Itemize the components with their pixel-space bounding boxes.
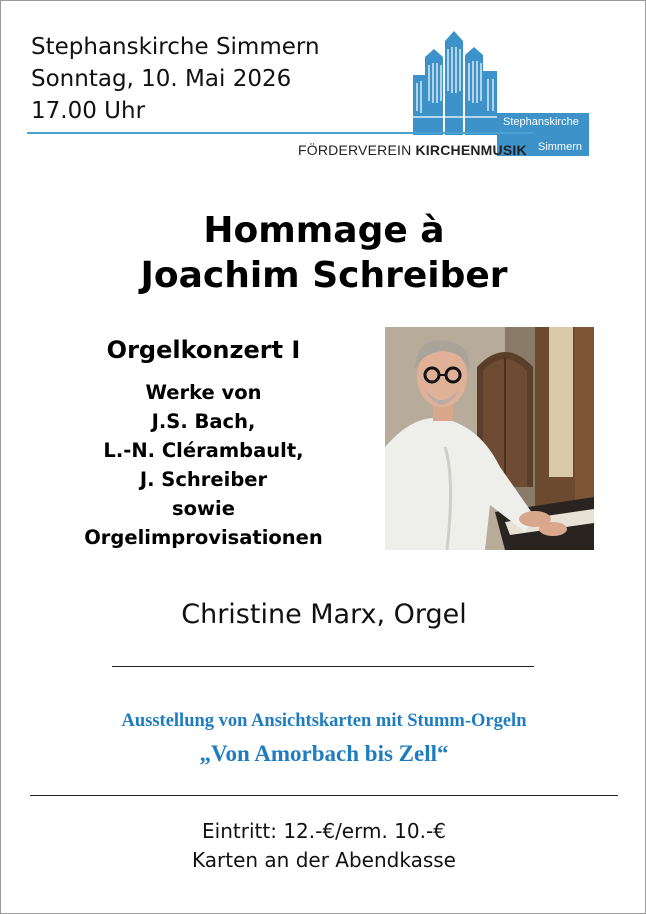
performer-name: Christine Marx, Orgel: [181, 599, 467, 630]
footer-divider: [30, 795, 618, 796]
exhibition-line-1: Ausstellung von Ansichtskarten mit Stumm-Orgeln: [121, 711, 527, 731]
section-divider: [112, 666, 534, 667]
title-line-2: Joachim Schreiber: [140, 255, 508, 296]
program-works: [1, 378, 406, 552]
organ-icon: [411, 31, 501, 139]
foerderverein-label: [298, 142, 527, 158]
event-time: 17.00 Uhr: [31, 98, 146, 124]
concert-subtitle: Orgelkonzert I: [106, 336, 301, 364]
works-line: sowie: [172, 497, 235, 520]
admission-info: [1, 817, 646, 875]
event-header: [31, 31, 320, 127]
works-line: J. Schreiber: [139, 468, 268, 491]
logo-label-line1: Stephanskirche: [503, 116, 579, 128]
admission-tickets: Karten an der Abendkasse: [192, 848, 456, 872]
works-line: Orgelimprovisationen: [84, 526, 323, 549]
title-line-1: Hommage à: [203, 210, 445, 251]
church-name: Stephanskirche Simmern: [31, 34, 320, 60]
exhibition-line-2: „Von Amorbach bis Zell“: [199, 741, 449, 766]
works-line: Werke von: [145, 381, 262, 404]
foerder-bold: KIRCHENMUSIK: [415, 142, 527, 158]
works-line: L.-N. Clérambault,: [103, 439, 304, 462]
admission-price: Eintritt: 12.-€/erm. 10.-€: [202, 819, 446, 843]
header-divider: [27, 132, 533, 134]
foerder-regular: FÖRDERVEREIN: [298, 142, 412, 158]
logo-label-line2: Simmern: [537, 141, 582, 153]
concert-title: [1, 208, 646, 298]
performer-photo: [385, 327, 594, 550]
event-date: Sonntag, 10. Mai 2026: [31, 66, 292, 92]
works-line: J.S. Bach,: [151, 410, 256, 433]
